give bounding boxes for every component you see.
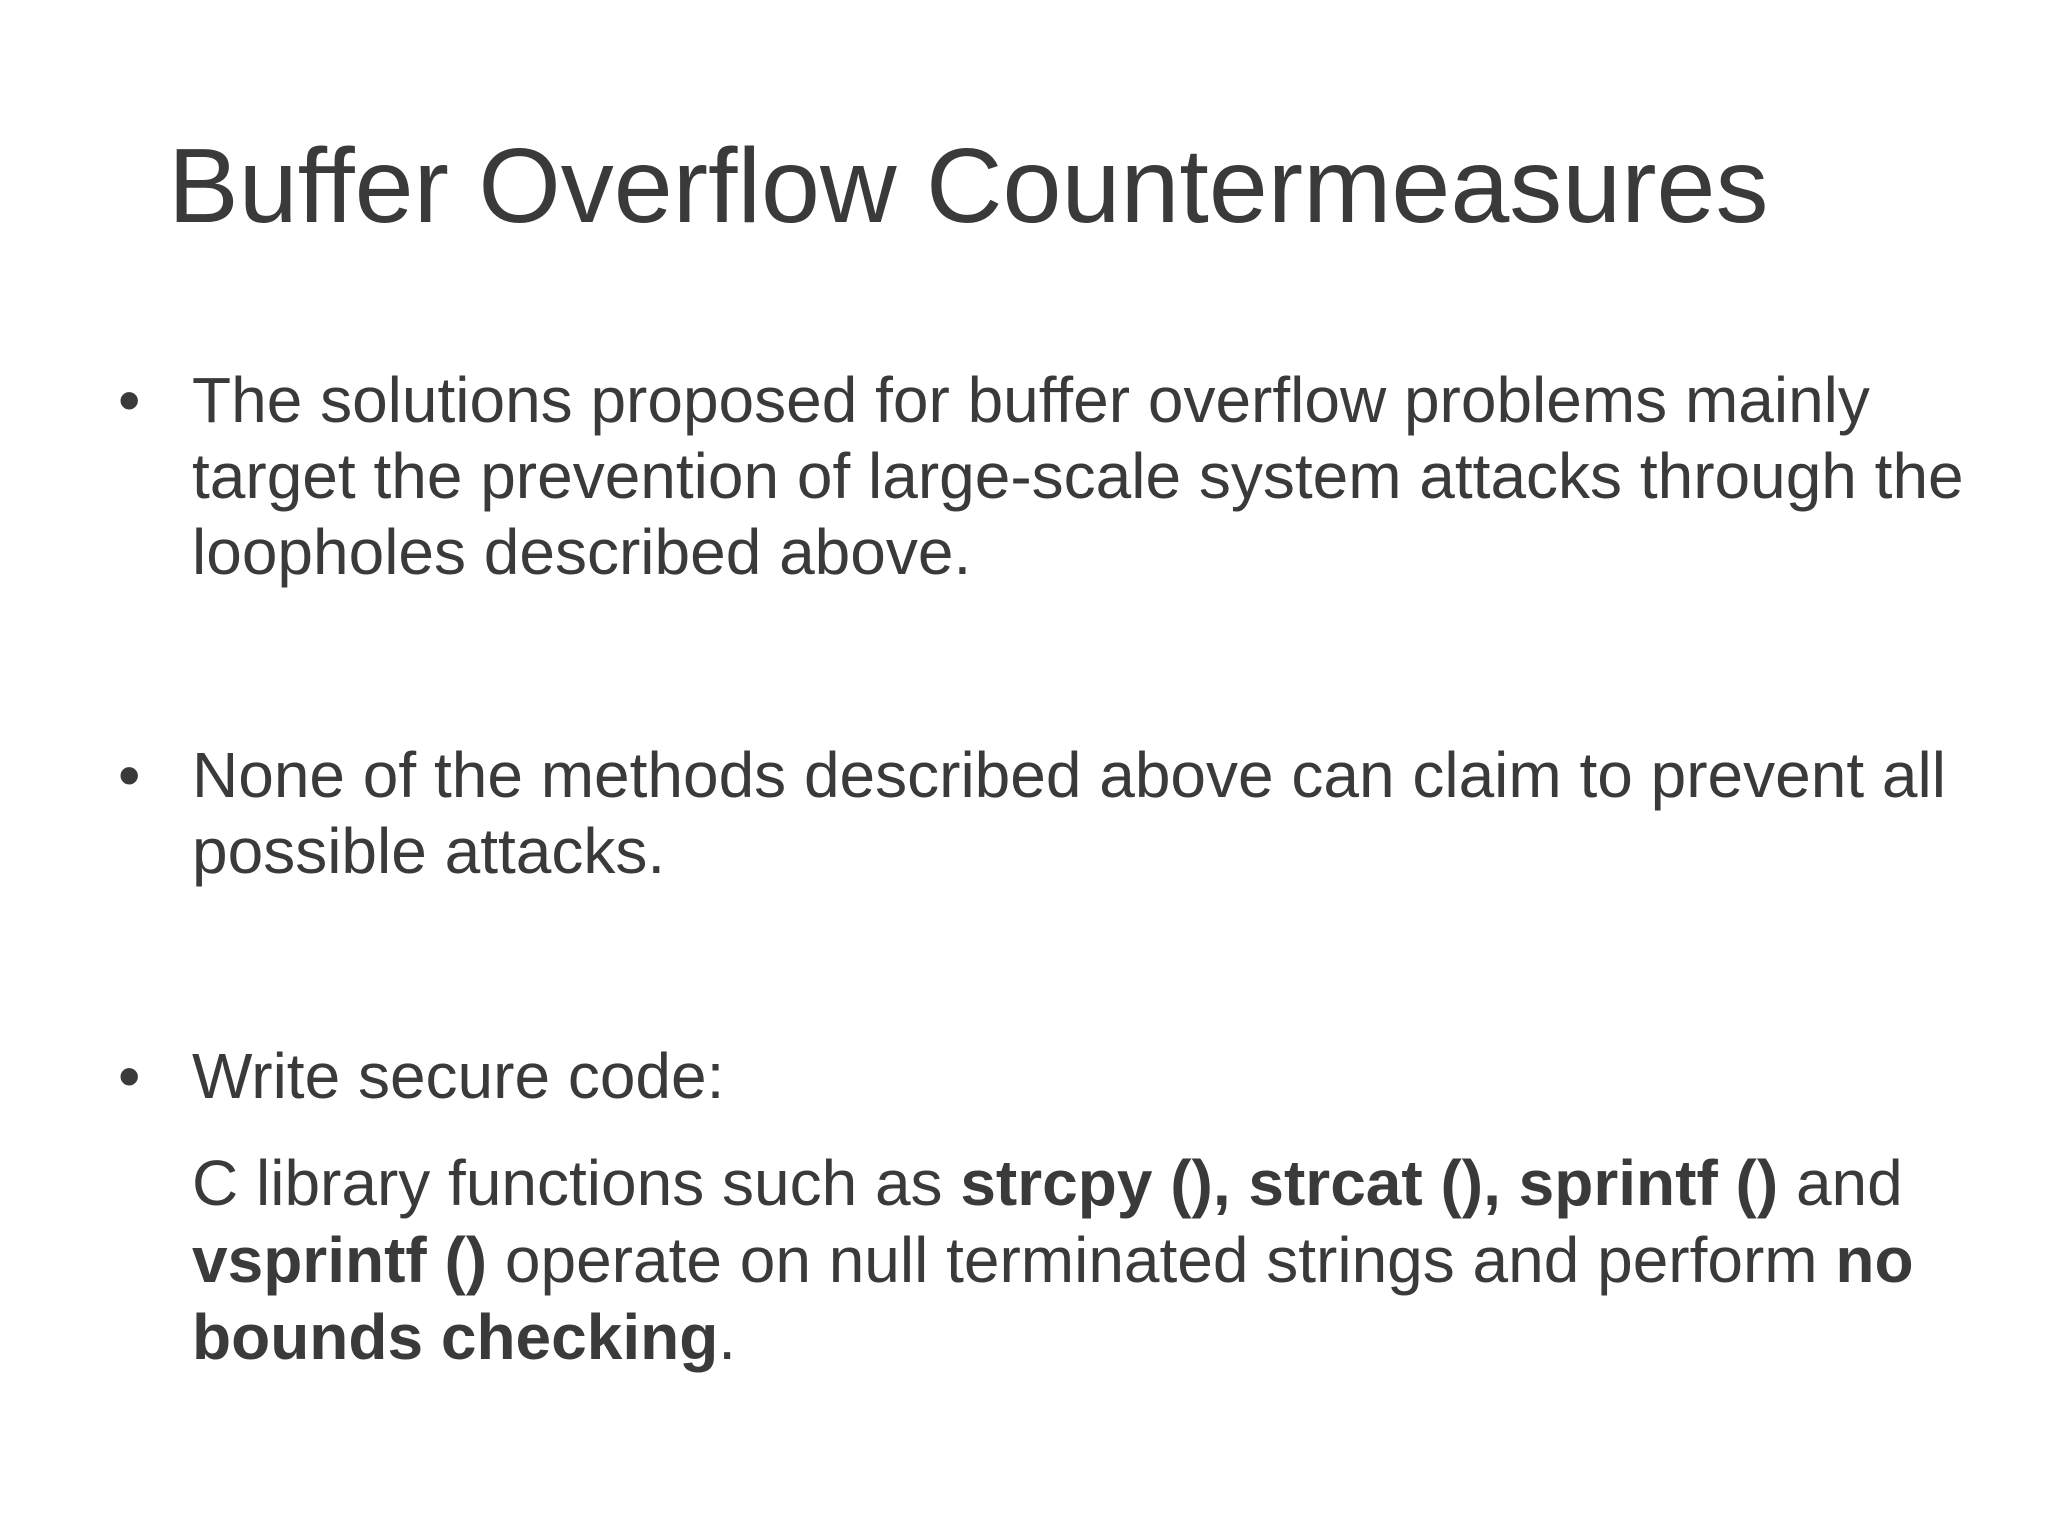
bullet-icon: • (118, 1040, 141, 1112)
bullet-item-no-method (118, 737, 2018, 889)
secure-code-detail (192, 1145, 2032, 1376)
slide-title: Buffer Overflow Countermeasures (168, 127, 1769, 245)
bullet-item-secure-code (118, 1038, 2018, 1114)
detail-bold-functions: strcpy (), strcat (), sprintf () (960, 1147, 1779, 1219)
bullet-icon: • (118, 739, 141, 811)
detail-text: and (1778, 1147, 1903, 1219)
bullet-text: None of the methods described above can claim to prevent all possible attacks. (192, 739, 1946, 887)
bullet-text: The solutions proposed for buffer overflow problems mainly target the prevention of large-scale system attacks through the loopholes described above. (192, 364, 1964, 588)
detail-bold-vsprintf: vsprintf () (192, 1224, 488, 1296)
detail-bold-no-bounds: no bounds checking (192, 1224, 1914, 1373)
bullet-text: Write secure code: (192, 1040, 725, 1112)
detail-text: C library functions such as (192, 1147, 961, 1219)
detail-text: operate on null terminated strings and perform (487, 1224, 1836, 1296)
detail-text: . (718, 1301, 737, 1373)
bullet-item-solutions (118, 362, 2018, 590)
bullet-icon: • (118, 364, 141, 436)
